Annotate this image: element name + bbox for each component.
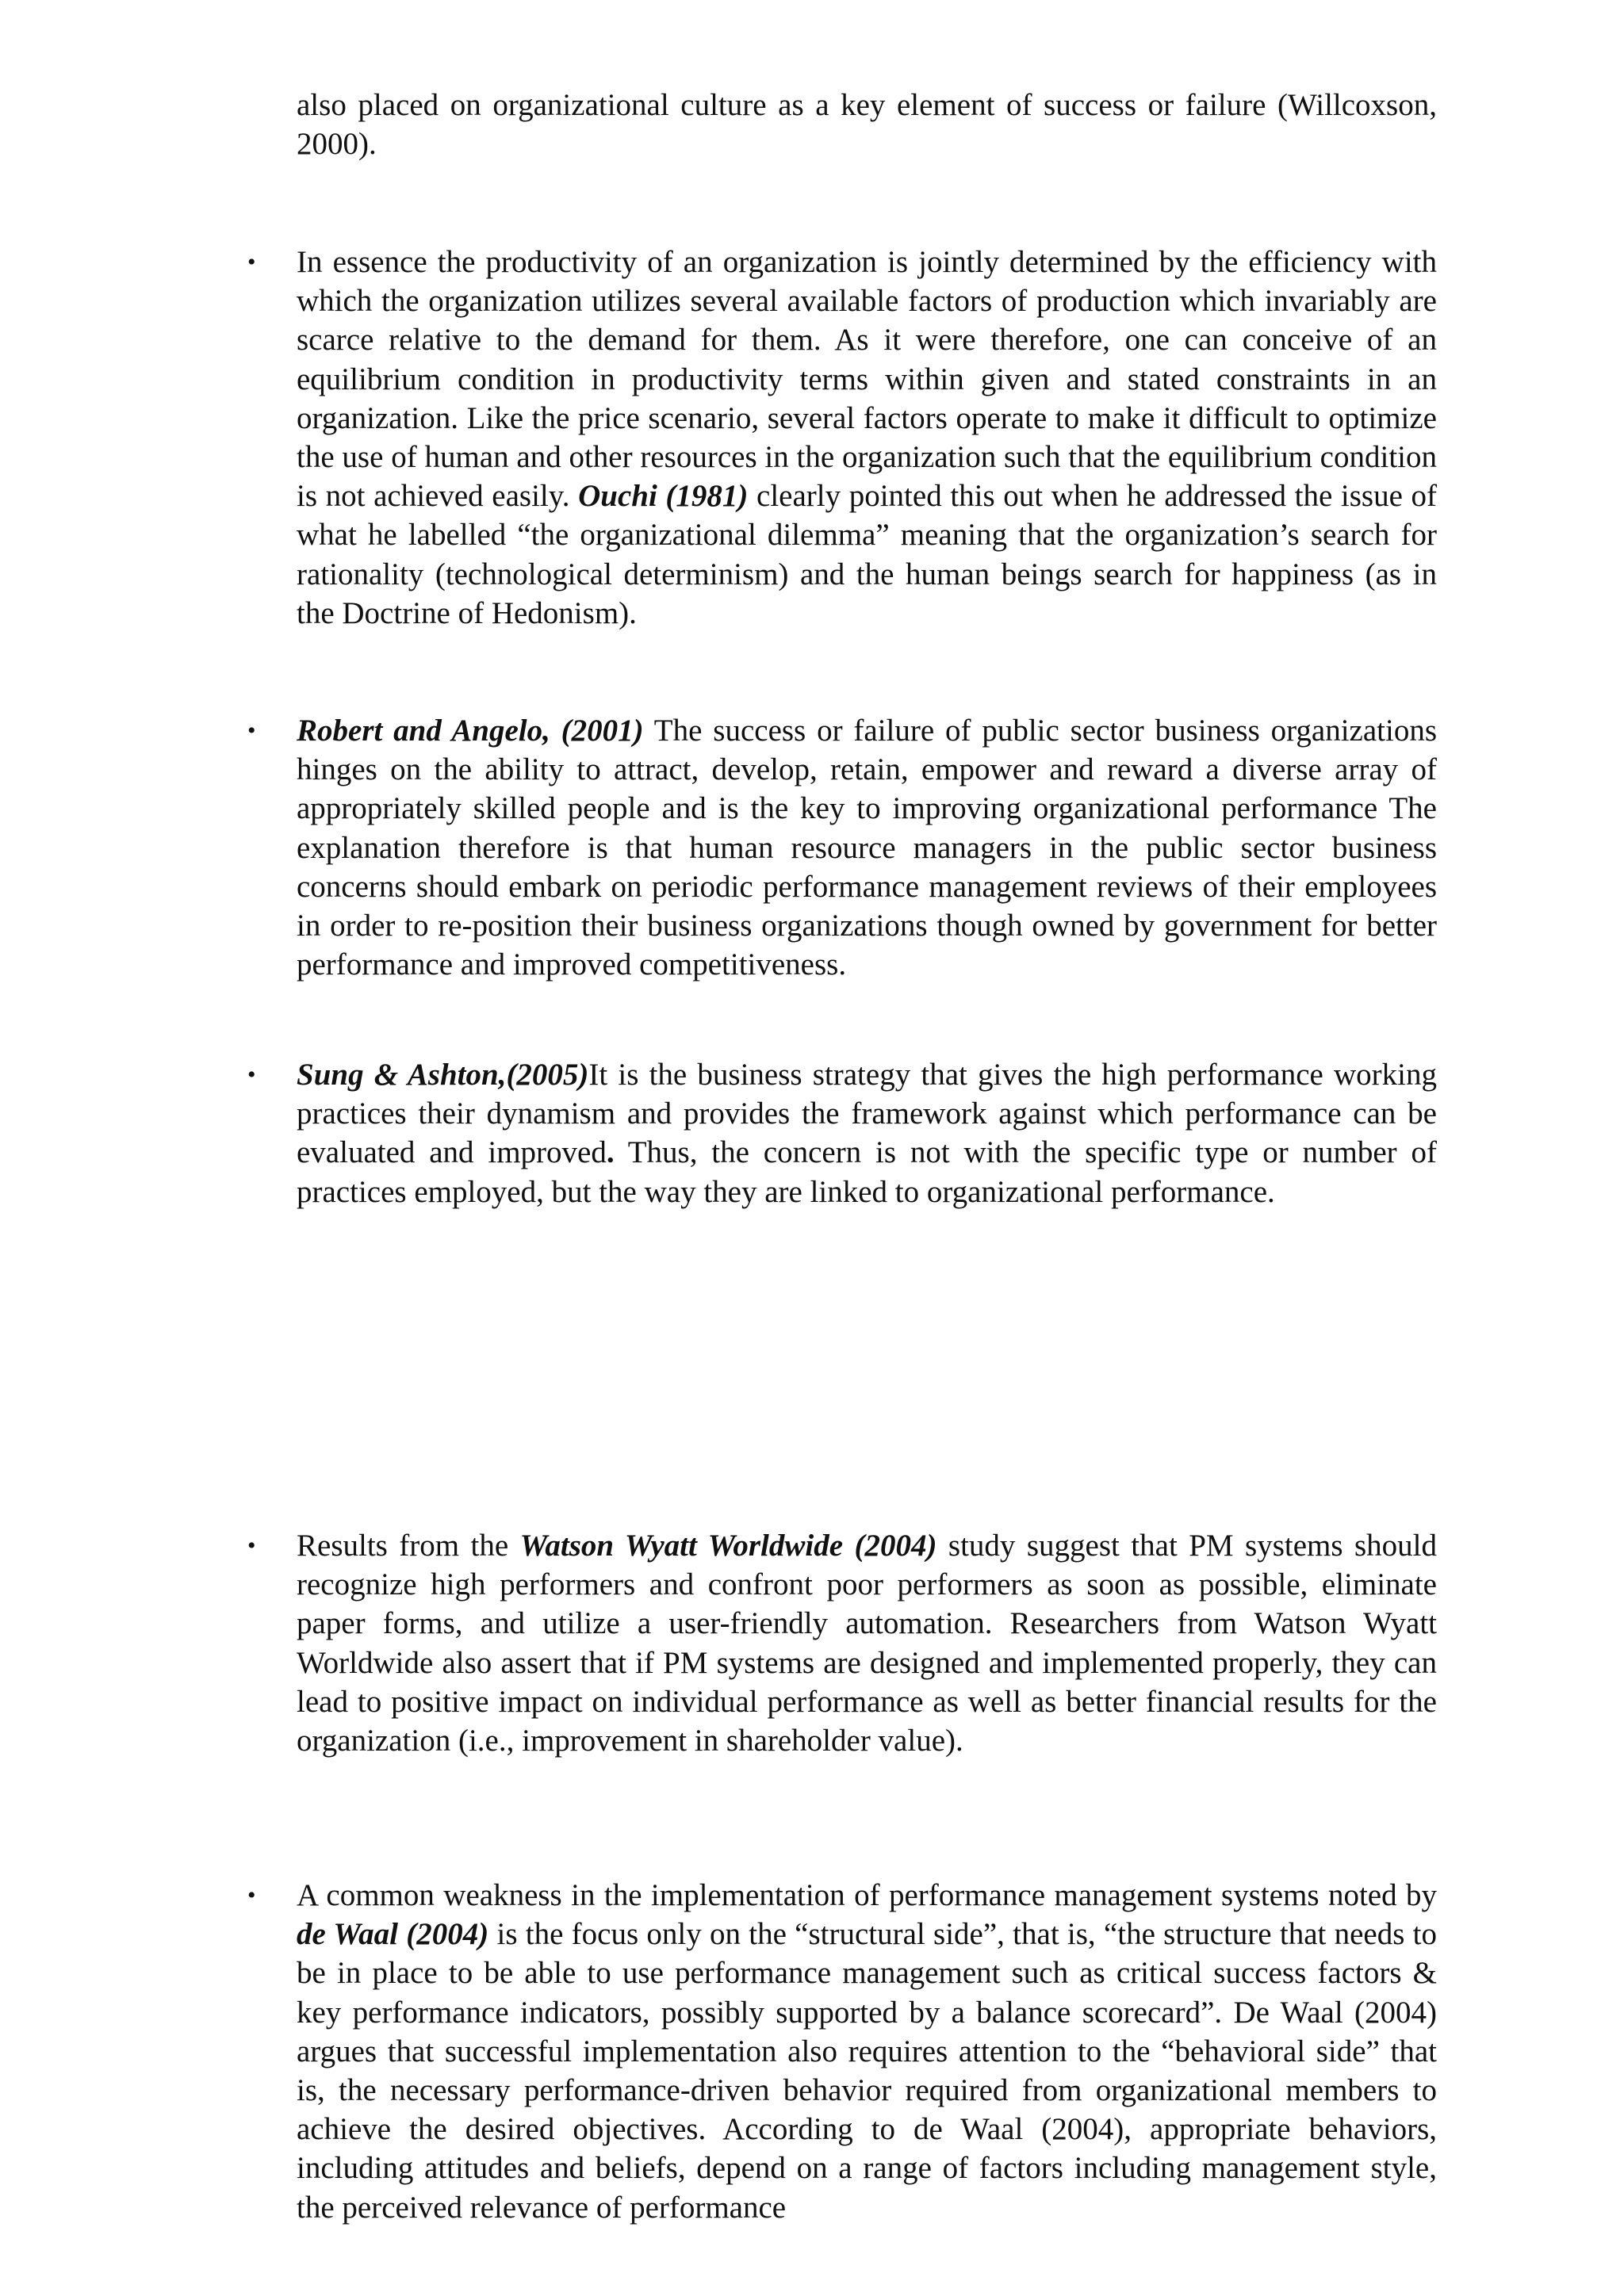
bullet-icon: • xyxy=(247,1882,256,1908)
paragraph-ouchi xyxy=(297,243,1437,633)
paragraph-text: also placed on organizational culture as a key element of success or failure (Willcoxson, 2000). xyxy=(297,88,1437,162)
citation: Robert and Angelo, (2001) xyxy=(297,714,644,748)
paragraph-text: is the focus only on the “structural side”, that is, “the structure that needs to be in place to be able to use performance management such as critical success factors & key performance indicators, possibly supported by a balance scorecard”. De Waal (2004) argues that successful implementation also requires attention to the “behavioral side” that is, the necessary performance-driven behavior required from organizational members to achieve the desired objectives. According to de Waal (2004), appropriate behaviors, including attitudes and beliefs, depend on a range of factors including management style, the perceived relevance of performance xyxy=(297,1917,1438,2225)
bullet-icon: • xyxy=(247,249,256,275)
citation: de Waal (2004) xyxy=(297,1917,489,1952)
paragraph-watson-wyatt xyxy=(297,1526,1437,1760)
paragraph-text: Thus, the concern is not with the specific type or number of practices employed, but the way they are linked to organizational performance. xyxy=(297,1135,1437,1209)
paragraph-text: The success or failure of public sector business organizations hinges on the ability to attract, develop, retain, empower and reward a diverse array of appropriately skilled people and is the key to improving organizational performance The explanation therefore is that human resource managers in the public sector business concerns should embark on periodic performance management reviews of their employees in order to re-position their business organizations though owned by government for better performance and improved competitiveness. xyxy=(297,714,1438,982)
bullet-icon: • xyxy=(247,1533,256,1559)
paragraph-text: In essence the productivity of an organization is jointly determined by the efficiency with which the organization utilizes several available factors of production which invariably are scarce relative to the demand for them. As it were therefore, one can conceive of an equilibrium condition in productivity terms within given and stated constraints in an organization. Like the price scenario, several factors operate to make it difficult to optimize the use of human and other resources in the organization such that the equilibrium condition is not achieved easily. xyxy=(297,245,1437,514)
paragraph-de-waal xyxy=(297,1876,1437,2227)
bullet-icon: • xyxy=(247,1062,256,1088)
paragraph-text: clearly pointed this out when he addressed the issue of what he labelled “the organizational dilemma” meaning that the organization’s search for rationality (technological determinism) and the human beings search for happiness (as in the Doctrine of Hedonism). xyxy=(297,479,1438,630)
paragraph-text: It is the business strategy that gives the high performance working practices their dynamism and provides the framework against which performance can be evaluated and improved xyxy=(297,1058,1437,1170)
citation: Ouchi (1981) xyxy=(578,479,749,514)
paragraph-robert-angelo xyxy=(297,711,1437,984)
paragraph-continuation xyxy=(297,86,1437,163)
paragraph-text: Results from the xyxy=(297,1529,520,1563)
bold-period: . xyxy=(606,1135,615,1170)
citation: Sung & Ashton,(2005) xyxy=(297,1058,589,1092)
bullet-icon: • xyxy=(247,718,256,744)
paragraph-sung-ashton xyxy=(297,1055,1437,1211)
citation: Watson Wyatt Worldwide (2004) xyxy=(519,1529,937,1563)
paragraph-text: study suggest that PM systems should recognize high performers and confront poor performers as soon as possible, eliminate paper forms, and utilize a user-friendly automation. Researchers from Watson Wyatt Worldwide also assert that if PM systems are designed and implemented properly, they can lead to positive impact on individual performance as well as better financial results for the organization (i.e., improvement in shareholder value). xyxy=(297,1529,1437,1758)
paragraph-text: A common weakness in the implementation of performance management systems noted by xyxy=(297,1878,1437,1912)
